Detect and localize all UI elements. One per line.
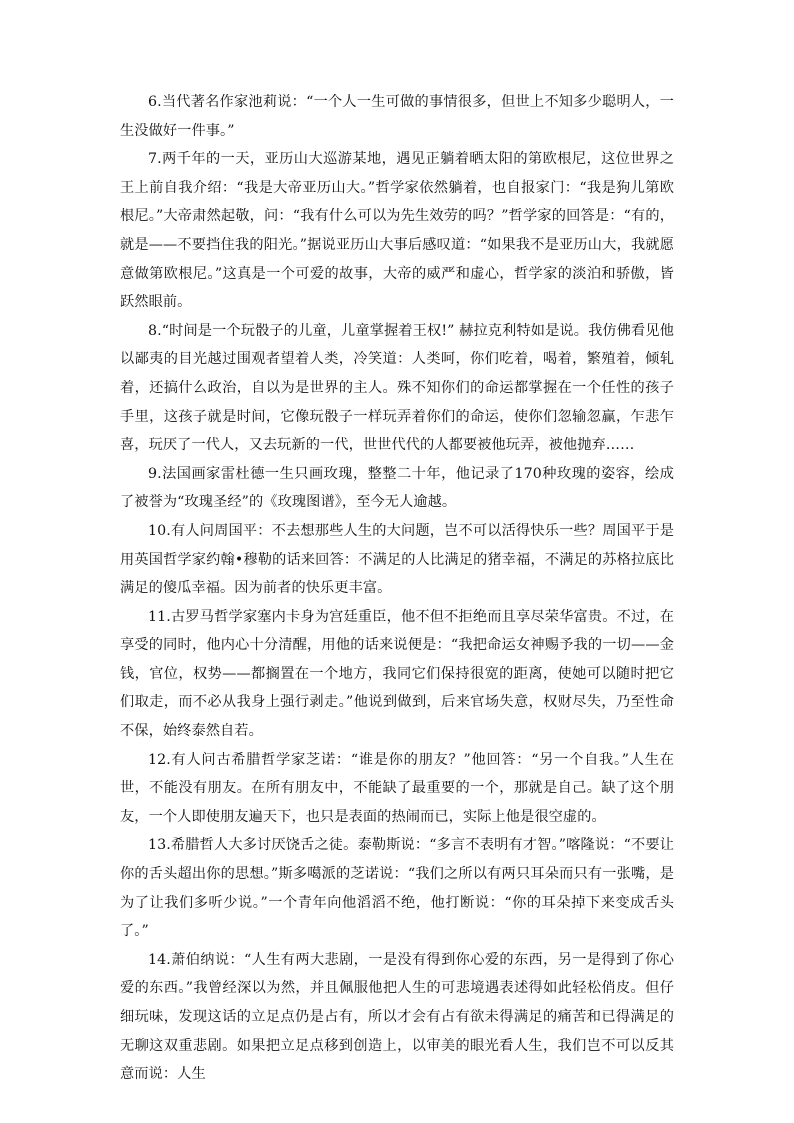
document-body bbox=[120, 88, 674, 1089]
paragraph-10: 10.有人问周国平：不去想那些人生的大问题，岂不可以活得快乐一些？周国平于是用英国哲学家约翰•穆勒的话来回答：不满足的人比满足的猪幸福，不满足的苏格拉底比满足的傻瓜幸福。因为前者的快乐更丰富。 bbox=[120, 522, 674, 597]
paragraph-6: 6.当代著名作家池莉说：“一个人一生可做的事情很多，但世上不知多少聪明人，一生没做好一件事。” bbox=[120, 94, 674, 139]
paragraph-8: 8.“时间是一个玩骰子的儿童，儿童掌握着王权!” 赫拉克利特如是说。我仿佛看见他以鄙夷的目光越过围观者望着人类，冷笑道：人类呵，你们吃着，喝着，繁殖着，倾轧着，还搞什么政治，自以为是世界的主人。殊不知你们的命运都掌握在一个任性的孩子手里，这孩子就是时间，它像玩骰子一样玩弄着你们的命运，使你们忽输忽赢，乍悲乍喜，玩厌了一代人，又去玩新的一代，世世代代的人都要被他玩弄，被他抛弃…… bbox=[120, 322, 674, 454]
paragraph-13: 13.希腊哲人大多讨厌饶舌之徒。泰勒斯说：“多言不表明有才智。”喀隆说：“不要让你的舌头超出你的思想。”斯多噶派的芝诺说：“我们之所以有两只耳朵而只有一张嘴，是为了让我们多听少说。”一个青年向他滔滔不绝，他打断说：“你的耳朵掉下来变成舌头了。” bbox=[120, 837, 674, 940]
paragraph-9: 9.法国画家雷杜德一生只画玫瑰，整整二十年，他记录了170种玫瑰的姿容，绘成了被誉为“玫瑰圣经”的《玫瑰图谱》，至今无人逾越。 bbox=[120, 465, 674, 511]
paragraph-7: 7.两千年的一天，亚历山大巡游某地，遇见正躺着晒太阳的第欧根尼，这位世界之王上前自我介绍：“我是大帝亚历山大。”哲学家依然躺着，也自报家门：“我是狗儿第欧根尼。”大帝肃然起敬，问：“我有什么可以为先生效劳的吗？”哲学家的回答是：“有的，就是——不要挡住我的阳光。”据说亚历山大事后感叹道：“如果我不是亚历山大，我就愿意做第欧根尼。”这真是一个可爱的故事，大帝的威严和虚心，哲学家的淡泊和骄傲，皆跃然眼前。 bbox=[120, 151, 674, 311]
paragraph-11: 11.古罗马哲学家塞内卡身为宫廷重臣，他不但不拒绝而且享尽荣华富贵。不过，在享受的同时，他内心十分清醒，用他的话来说便是：“我把命运女神赐予我的一切——金钱，官位，权势——都搁置在一个地方，我同它们保持很宽的距离，使她可以随时把它们取走，而不必从我身上强行剥走。”他说到做到，后来官场失意，权财尽失，乃至性命不保，始终泰然自若。 bbox=[120, 608, 674, 740]
paragraph-12: 12.有人问古希腊哲学家芝诺：“谁是你的朋友？”他回答：“另一个自我。”人生在世，不能没有朋友。在所有朋友中，不能缺了最重要的一个，那就是自己。缺了这个朋友，一个人即使朋友遍天下，也只是表面的热闹而已，实际上他是很空虚的。 bbox=[120, 751, 674, 825]
paragraph-14: 14.萧伯纳说：“人生有两大悲剧，一是没有得到你心爱的东西，另一是得到了你心爱的东西。”我曾经深以为然，并且佩服他把人生的可悲境遇表述得如此轻松俏皮。但仔细玩味，发现这话的立足点仍是占有，所以才会有占有欲未得满足的痛苦和已得满足的无聊这双重悲剧。如果把立足点移到创造上，以审美的眼光看人生，我们岂不可以反其意而说：人生 bbox=[120, 951, 674, 1083]
